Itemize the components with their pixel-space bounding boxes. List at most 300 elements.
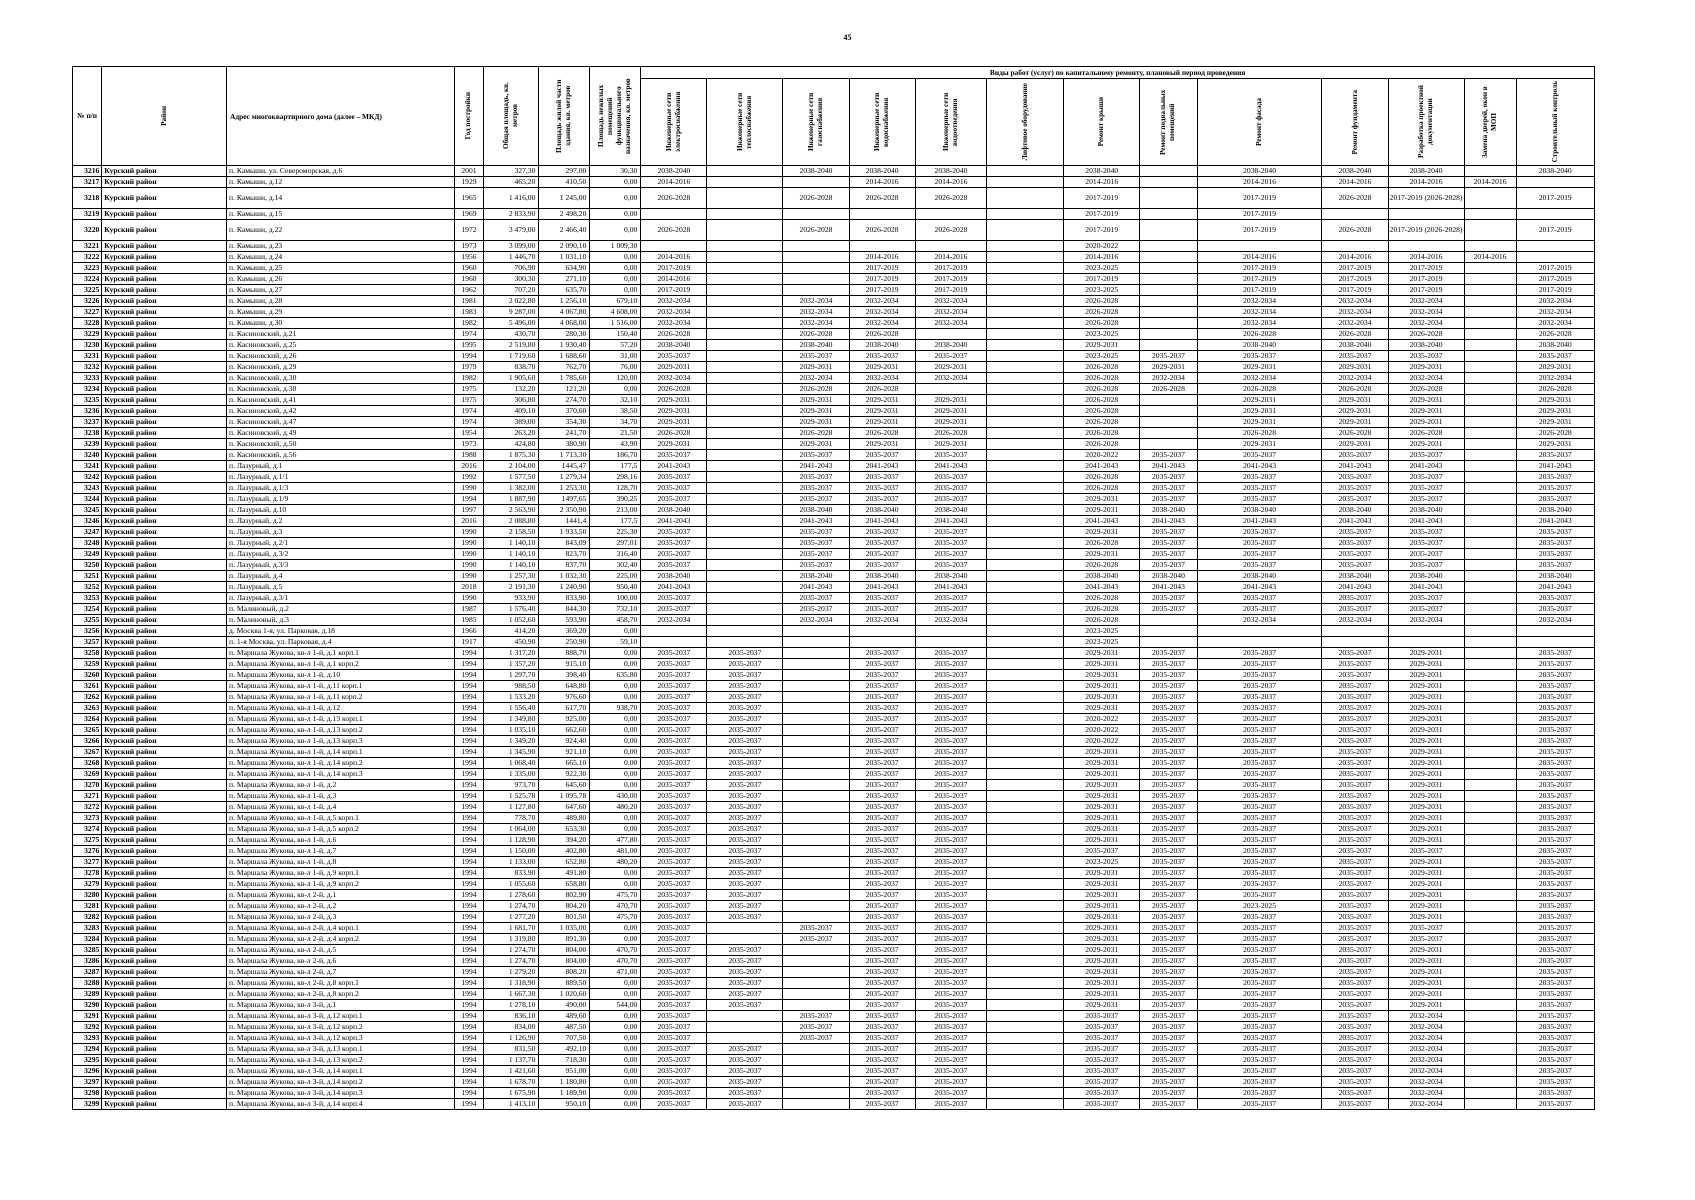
table-cell: 3297 [73, 1077, 102, 1088]
table-cell: 2017-2019 [1516, 285, 1594, 296]
table-cell: 2035-2037 [1516, 901, 1594, 912]
table-cell: 1975 [454, 395, 483, 406]
table-cell [1464, 505, 1516, 516]
table-row [73, 549, 1595, 560]
table-cell [1464, 1066, 1516, 1077]
table-cell: 470,70 [590, 945, 641, 956]
table-cell [783, 241, 849, 252]
table-cell [987, 428, 1064, 439]
table-cell: 0,00 [590, 263, 641, 274]
table-cell [1464, 571, 1516, 582]
table-cell [1140, 296, 1197, 307]
table-cell: 3258 [73, 648, 102, 659]
table-row [73, 373, 1595, 384]
table-cell: 718,30 [539, 1055, 590, 1066]
table-cell: 2032-2034 [915, 307, 987, 318]
table-cell [783, 868, 849, 879]
table-cell: 2035-2037 [1140, 945, 1197, 956]
table-cell [987, 395, 1064, 406]
table-cell: 1994 [454, 692, 483, 703]
table-cell: 2041-2043 [849, 582, 915, 593]
table-row [73, 1066, 1595, 1077]
table-cell: п. Камыши, д.26 [227, 274, 455, 285]
table-cell: 2035-2037 [641, 604, 707, 615]
table-cell: 3234 [73, 384, 102, 395]
table-cell: 2032-2034 [1516, 373, 1594, 384]
table-cell: 2014-2016 [1388, 177, 1464, 188]
table-cell: 2035-2037 [1140, 769, 1197, 780]
table-cell [987, 274, 1064, 285]
table-cell: 2035-2037 [641, 1044, 707, 1055]
table-cell: 0,00 [590, 758, 641, 769]
table-cell: 354,30 [539, 417, 590, 428]
table-cell: 0,00 [590, 813, 641, 824]
table-cell: 2035-2037 [1322, 835, 1388, 846]
table-cell: 2029-2031 [1064, 747, 1140, 758]
table-cell: Курский район [102, 307, 227, 318]
table-cell: 2035-2037 [1197, 648, 1322, 659]
table-cell: 1 413,10 [484, 1099, 539, 1110]
table-cell [707, 263, 783, 274]
table-cell: 2 519,80 [484, 340, 539, 351]
table-cell: 2035-2037 [1516, 1066, 1594, 1077]
table-cell: 2035-2037 [641, 494, 707, 505]
table-cell: 2035-2037 [1140, 1066, 1197, 1077]
table-cell: 2035-2037 [641, 703, 707, 714]
table-cell: 1 279,20 [484, 967, 539, 978]
table-cell: 2038-2040 [1140, 505, 1197, 516]
table-cell [707, 188, 783, 209]
table-cell [1464, 681, 1516, 692]
table-cell: 2035-2037 [1140, 879, 1197, 890]
table-cell: 32,10 [590, 395, 641, 406]
table-row [73, 1055, 1595, 1066]
table-cell: п. Маршала Жукова, кв-л 1-й, д.2 [227, 780, 455, 791]
table-cell: 2035-2037 [641, 1088, 707, 1099]
table-cell: 1990 [454, 560, 483, 571]
table-cell [783, 846, 849, 857]
table-cell: 2035-2037 [1064, 1022, 1140, 1033]
table-cell [987, 220, 1064, 241]
table-cell [1464, 1011, 1516, 1022]
table-cell: 2032-2034 [1322, 318, 1388, 329]
table-cell: Курский район [102, 725, 227, 736]
table-cell: 2035-2037 [641, 879, 707, 890]
table-cell: 2035-2037 [1140, 1000, 1197, 1011]
table-cell: 1962 [454, 285, 483, 296]
table-cell [987, 439, 1064, 450]
table-cell: 2029-2031 [1322, 362, 1388, 373]
table-cell [1464, 384, 1516, 395]
table-cell: 2014-2016 [641, 274, 707, 285]
table-cell: п. Маршала Жукова, кв-л 3-й, д.12 корп.3 [227, 1033, 455, 1044]
table-cell: 2029-2031 [1064, 670, 1140, 681]
table-cell: 2032-2034 [1516, 318, 1594, 329]
table-cell: 2035-2037 [1140, 1088, 1197, 1099]
table-cell: 306,80 [484, 395, 539, 406]
table-cell: 2014-2016 [915, 252, 987, 263]
table-cell: 2029-2031 [1064, 659, 1140, 670]
table-cell: п. Маршала Жукова, кв-л 2-й, д.8 корп.2 [227, 989, 455, 1000]
table-cell [1464, 527, 1516, 538]
table-row [73, 912, 1595, 923]
table-cell: 2038-2040 [1516, 340, 1594, 351]
table-cell [1140, 395, 1197, 406]
table-cell: 2035-2037 [707, 725, 783, 736]
table-cell: 2035-2037 [849, 758, 915, 769]
table-cell: 2026-2028 [1064, 307, 1140, 318]
table-cell: 2032-2034 [641, 373, 707, 384]
table-cell: 2032-2034 [783, 318, 849, 329]
table-cell: 2035-2037 [1197, 857, 1322, 868]
table-cell: Курский район [102, 274, 227, 285]
table-cell [707, 428, 783, 439]
table-cell [1464, 989, 1516, 1000]
table-cell [987, 780, 1064, 791]
table-cell: п. Лазурный, д.10 [227, 505, 455, 516]
table-cell: 2035-2037 [849, 560, 915, 571]
table-row [73, 263, 1595, 274]
table-cell: 2029-2031 [849, 417, 915, 428]
table-cell: 2035-2037 [849, 472, 915, 483]
table-cell: 3254 [73, 604, 102, 615]
table-cell: 1929 [454, 177, 483, 188]
table-cell: 1 068,40 [484, 758, 539, 769]
table-row [73, 890, 1595, 901]
table-row [73, 472, 1595, 483]
table-cell: 2041-2043 [1388, 461, 1464, 472]
table-cell: 617,70 [539, 703, 590, 714]
table-cell [987, 791, 1064, 802]
table-row [73, 989, 1595, 1000]
table-cell [707, 166, 783, 177]
table-cell: 2035-2037 [1322, 857, 1388, 868]
table-cell [915, 384, 987, 395]
table-cell: 0,00 [590, 274, 641, 285]
table-cell: 2038-2040 [641, 340, 707, 351]
table-cell: 933,90 [484, 593, 539, 604]
table-cell: 128,70 [590, 483, 641, 494]
table-cell: 3295 [73, 1055, 102, 1066]
table-cell: 2014-2016 [1388, 252, 1464, 263]
table-row [73, 351, 1595, 362]
table-cell: 1 382,00 [484, 483, 539, 494]
table-cell: 2001 [454, 166, 483, 177]
table-cell: 1994 [454, 813, 483, 824]
table-cell [783, 637, 849, 648]
table-cell: 1 533,20 [484, 692, 539, 703]
table-cell [783, 769, 849, 780]
table-cell: 3236 [73, 406, 102, 417]
table-cell [1464, 1033, 1516, 1044]
table-cell: п. Маршала Жукова, кв-л 3-й, д.13 корп.2 [227, 1055, 455, 1066]
table-cell: 1445,47 [539, 461, 590, 472]
table-cell: 2026-2028 [783, 220, 849, 241]
table-cell: 2035-2037 [707, 1088, 783, 1099]
table-cell: п. Маршала Жукова, кв-л 1-й, д.13 корп.3 [227, 736, 455, 747]
table-cell: 836,10 [484, 1011, 539, 1022]
table-cell [987, 516, 1064, 527]
table-cell: 2035-2037 [1516, 450, 1594, 461]
table-cell [707, 1022, 783, 1033]
table-cell: 2020-2022 [1064, 736, 1140, 747]
table-cell: 2026-2028 [1064, 483, 1140, 494]
table-cell: 843,09 [539, 538, 590, 549]
table-cell: 2029-2031 [1064, 340, 1140, 351]
table-cell: 2035-2037 [1322, 483, 1388, 494]
table-cell: 2029-2031 [849, 406, 915, 417]
table-cell: 398,40 [539, 670, 590, 681]
table-cell: 0,00 [590, 220, 641, 241]
table-cell [783, 879, 849, 890]
table-cell: 250,90 [539, 637, 590, 648]
table-cell: 1 887,90 [484, 494, 539, 505]
table-cell: 2035-2037 [849, 670, 915, 681]
table-cell: 3268 [73, 758, 102, 769]
table-cell: 0,00 [590, 626, 641, 637]
table-cell: 2035-2037 [707, 780, 783, 791]
table-cell: 1 319,80 [484, 934, 539, 945]
table-cell: 2035-2037 [783, 494, 849, 505]
table-cell [1140, 428, 1197, 439]
table-cell: 2035-2037 [1516, 1022, 1594, 1033]
table-cell: 2035-2037 [1197, 1099, 1322, 1110]
table-cell: 1994 [454, 1099, 483, 1110]
table-cell: 2035-2037 [1516, 824, 1594, 835]
table-cell: 2035-2037 [1140, 967, 1197, 978]
table-row [73, 252, 1595, 263]
table-cell [707, 637, 783, 648]
table-cell: 2035-2037 [1140, 791, 1197, 802]
table-cell: 2035-2037 [1388, 494, 1464, 505]
table-cell: 1994 [454, 890, 483, 901]
table-cell: 2035-2037 [1322, 549, 1388, 560]
table-row [73, 1033, 1595, 1044]
table-cell: 2035-2037 [915, 483, 987, 494]
table-cell: 2035-2037 [915, 879, 987, 890]
table-cell: п. Маршала Жукова, кв-л 1-й, д.14 корп.1 [227, 747, 455, 758]
table-cell: 2035-2037 [1140, 1044, 1197, 1055]
table-cell: 3287 [73, 967, 102, 978]
table-row [73, 703, 1595, 714]
table-cell: 2035-2037 [783, 351, 849, 362]
table-cell: 3226 [73, 296, 102, 307]
table-cell [1140, 209, 1197, 220]
table-cell [783, 285, 849, 296]
table-cell: 2035-2037 [783, 923, 849, 934]
table-cell: 831,50 [484, 1044, 539, 1055]
table-cell: 2035-2037 [1140, 538, 1197, 549]
table-cell [783, 252, 849, 263]
table-cell: 2035-2037 [1322, 472, 1388, 483]
table-cell [1464, 1077, 1516, 1088]
table-cell: Курский район [102, 791, 227, 802]
table-cell: 2032-2034 [1388, 1022, 1464, 1033]
table-cell [783, 659, 849, 670]
table-cell [707, 274, 783, 285]
table-cell [1464, 648, 1516, 659]
table-cell [1464, 824, 1516, 835]
table-cell: 2041-2043 [1140, 461, 1197, 472]
table-cell: 0,00 [590, 978, 641, 989]
table-cell: Курский район [102, 703, 227, 714]
table-cell: Курский район [102, 1077, 227, 1088]
table-cell: 2 833,90 [484, 209, 539, 220]
table-cell: 2017-2019 [1197, 263, 1322, 274]
table-cell: п. Касиновский, д.30 [227, 373, 455, 384]
table-cell: 2038-2040 [1516, 505, 1594, 516]
table-cell: 2035-2037 [1140, 934, 1197, 945]
table-cell: п. Маршала Жукова, кв-л 1-й, д.6 [227, 835, 455, 846]
table-cell: 2038-2040 [641, 571, 707, 582]
table-cell: 3262 [73, 692, 102, 703]
table-cell: 2023-2025 [1197, 901, 1322, 912]
table-row [73, 725, 1595, 736]
table-cell: 2035-2037 [1516, 989, 1594, 1000]
table-row [73, 758, 1595, 769]
table-cell: 2035-2037 [1516, 714, 1594, 725]
table-cell: 2035-2037 [783, 604, 849, 615]
table-cell: 2035-2037 [849, 769, 915, 780]
table-cell: 2035-2037 [1516, 681, 1594, 692]
table-cell: 1 678,70 [484, 1077, 539, 1088]
table-cell: п. Малиновый, д.3 [227, 615, 455, 626]
table-cell: 2035-2037 [1516, 802, 1594, 813]
table-cell: 2035-2037 [915, 791, 987, 802]
table-cell [1464, 417, 1516, 428]
table-cell: п. Лазурный, д.1/1 [227, 472, 455, 483]
table-cell: п. Маршала Жукова, кв-л 3-й, д.13 корп.1 [227, 1044, 455, 1055]
table-cell [1516, 252, 1594, 263]
table-cell: 2035-2037 [707, 901, 783, 912]
table-cell: 3261 [73, 681, 102, 692]
table-cell: 2035-2037 [915, 813, 987, 824]
table-cell [987, 934, 1064, 945]
table-cell: 2035-2037 [641, 670, 707, 681]
table-cell: 2032-2034 [1140, 373, 1197, 384]
table-cell: 1994 [454, 1033, 483, 1044]
table-cell [1464, 967, 1516, 978]
table-cell: 2035-2037 [915, 780, 987, 791]
table-cell: 59,10 [590, 637, 641, 648]
table-cell: 2023-2025 [1064, 263, 1140, 274]
table-cell [987, 703, 1064, 714]
table-cell: 2038-2040 [915, 505, 987, 516]
table-cell: 2029-2031 [1140, 362, 1197, 373]
table-cell [987, 989, 1064, 1000]
table-cell: Курский район [102, 758, 227, 769]
table-cell: 2035-2037 [1388, 560, 1464, 571]
table-cell: 2035-2037 [641, 648, 707, 659]
table-cell: 2029-2031 [1516, 439, 1594, 450]
table-row [73, 494, 1595, 505]
table-cell: 951,00 [539, 1066, 590, 1077]
table-cell: 2035-2037 [707, 945, 783, 956]
table-cell: 2035-2037 [641, 758, 707, 769]
table-cell [783, 824, 849, 835]
table-cell: 2032-2034 [783, 615, 849, 626]
table-cell: 2035-2037 [1140, 846, 1197, 857]
table-cell: 3250 [73, 560, 102, 571]
table-cell: 2035-2037 [641, 450, 707, 461]
table-cell: 2041-2043 [641, 582, 707, 593]
table-cell: п. Лазурный, д.1 [227, 461, 455, 472]
table-cell: 2035-2037 [707, 1099, 783, 1110]
table-cell: 2035-2037 [641, 791, 707, 802]
table-cell: 1 180,80 [539, 1077, 590, 1088]
table-cell: 2035-2037 [1064, 1077, 1140, 1088]
table-cell: 0,00 [590, 1044, 641, 1055]
table-cell: 2029-2031 [1064, 758, 1140, 769]
table-cell: 0,00 [590, 824, 641, 835]
table-cell: 2029-2031 [1388, 769, 1464, 780]
table-cell [783, 263, 849, 274]
table-cell: 2035-2037 [783, 538, 849, 549]
table-cell: 2035-2037 [849, 747, 915, 758]
table-cell: 4 068,00 [539, 318, 590, 329]
table-cell: п. Малиновый, д.2 [227, 604, 455, 615]
table-cell: 1974 [454, 417, 483, 428]
table-cell: 2035-2037 [641, 857, 707, 868]
table-row [73, 1044, 1595, 1055]
table-cell: 2032-2034 [915, 296, 987, 307]
table-row [73, 209, 1595, 220]
table-cell: 2035-2037 [915, 1011, 987, 1022]
table-cell [641, 209, 707, 220]
table-cell [987, 626, 1064, 637]
table-cell [1516, 626, 1594, 637]
table-cell: 2017-2019 [1388, 274, 1464, 285]
table-cell: 271,10 [539, 274, 590, 285]
table-cell: 804,20 [539, 901, 590, 912]
table-cell: 3249 [73, 549, 102, 560]
table-cell [707, 516, 783, 527]
table-cell: 2035-2037 [1516, 560, 1594, 571]
table-cell: Курский район [102, 879, 227, 890]
table-cell [987, 945, 1064, 956]
table-cell: 2035-2037 [849, 604, 915, 615]
table-cell [783, 177, 849, 188]
table-cell: 3274 [73, 824, 102, 835]
table-cell: 2035-2037 [1140, 725, 1197, 736]
table-cell: 2035-2037 [1197, 560, 1322, 571]
table-cell: 2035-2037 [1388, 846, 1464, 857]
table-row [73, 945, 1595, 956]
table-cell: 2041-2043 [1388, 516, 1464, 527]
table-cell: 2035-2037 [915, 351, 987, 362]
table-cell: п. Касиновский, д.41 [227, 395, 455, 406]
table-cell: 1994 [454, 1044, 483, 1055]
table-cell [1464, 692, 1516, 703]
table-cell [1464, 461, 1516, 472]
table-cell: 1990 [454, 571, 483, 582]
table-cell: 1994 [454, 681, 483, 692]
table-cell: 2035-2037 [1140, 758, 1197, 769]
table-cell: 2035-2037 [915, 560, 987, 571]
table-cell: 3238 [73, 428, 102, 439]
table-cell: 2026-2028 [1197, 384, 1322, 395]
table-cell: 1994 [454, 780, 483, 791]
table-cell: 2035-2037 [707, 758, 783, 769]
table-cell: Курский район [102, 1011, 227, 1022]
table-cell: 635,80 [590, 670, 641, 681]
table-cell [1464, 780, 1516, 791]
table-cell: 2017-2019 [1064, 274, 1140, 285]
table-cell: 3242 [73, 472, 102, 483]
table-cell: Курский район [102, 956, 227, 967]
table-cell: 2035-2037 [1516, 351, 1594, 362]
table-cell: 2035-2037 [707, 1055, 783, 1066]
